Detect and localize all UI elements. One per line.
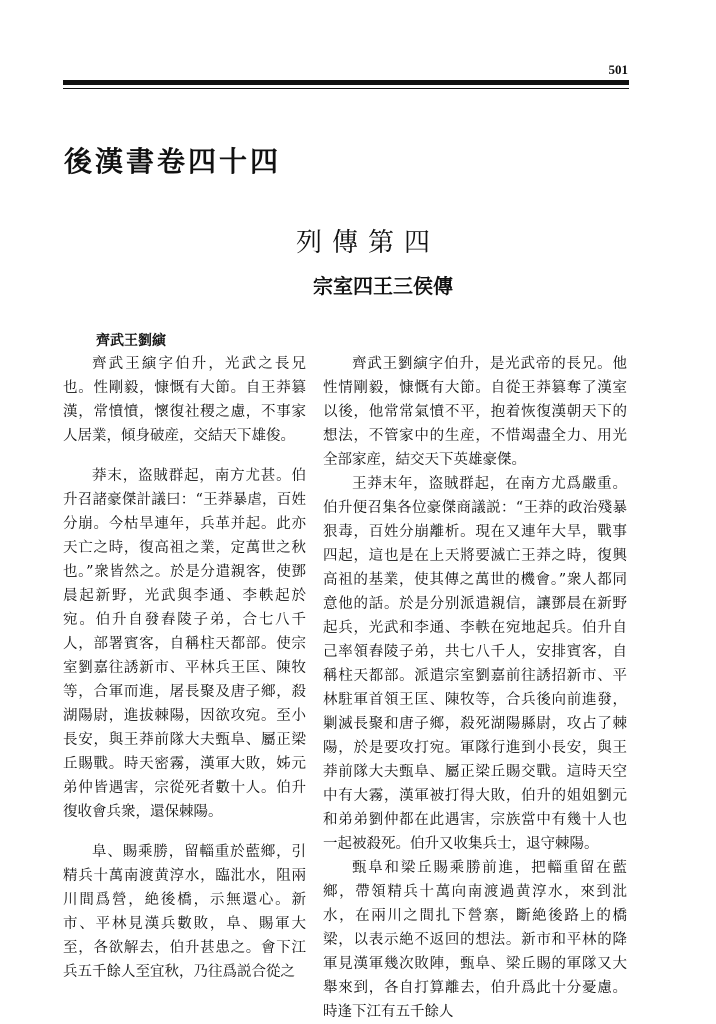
translation-paragraph: 齊武王劉縯字伯升，是光武帝的長兄。他性情剛毅，慷慨有大節。自從王莽篡奪了漢室以後，他常常氣憤不平，抱着恢復漢朝天下的想法，不管家中的生産，不惜竭盡全力、用光全部家産，結交天下英雄豪傑。 — [323, 356, 627, 468]
book-title: 後漢書卷四十四 — [64, 145, 282, 178]
classical-paragraph: 阜、賜乘勝，留輜重於藍鄉，引精兵十萬南渡黄淳水，臨沘水，阻兩川間爲營，絶後橋，示無還心。新市、平林見漢兵數敗，阜、賜軍大至，各欲解去，伯升甚患之。會下江兵五千餘人至宜秋，乃往爲説合從之 — [63, 844, 306, 980]
classical-paragraph: 齊武王縯字伯升，光武之長兄也。性剛毅，慷慨有大節。自王莽篡漢，常憤憤，懷復社稷之慮，不事家人居業，傾身破産，交結天下雄俊。 — [63, 356, 306, 444]
chapter-title: 宗室四王三侯傳 — [313, 274, 453, 298]
section-title: 列傳第四 — [295, 228, 440, 258]
header-rule-thin — [63, 88, 629, 89]
translation-text-column — [323, 352, 627, 1024]
translation-paragraph: 甄阜和梁丘賜乘勝前進，把輜重留在藍鄉，帶領精兵十萬向南渡過黄淳水，來到沘水，在兩川之間扎下營寨，斷絶後路上的橋梁，以表示絶不返回的想法。新市和平林的降軍見漢軍幾次敗陣，甄阜、梁丘賜的軍隊又大舉來到，各自打算離去，伯升爲此十分憂慮。時逢下江有五千餘人 — [323, 860, 627, 1020]
classical-paragraph: 莽末，盗賊群起，南方尤甚。伯升召諸豪傑計議曰：“王莽暴虐，百姓分崩。今枯旱連年，兵革并起。此亦天亡之時，復高祖之業，定萬世之秋也。”衆皆然之。於是分遣親客，使鄧晨起新野，光武與李通、李軼起於宛。伯升自發舂陵子弟，合七八千人，部署賓客，自稱柱天都部。使宗室劉嘉往誘新市、平林兵王匡、陳牧等，合軍而進，屠長聚及唐子鄉，殺湖陽尉，進拔棘陽，因欲攻宛。至小長安，與王莽前隊大夫甄阜、屬正梁丘賜戰。時天密霧，漢軍大敗，姊元弟仲皆遇害，宗從死者數十人。伯升復收會兵衆，還保棘陽。 — [63, 468, 306, 820]
translation-paragraph: 王莽末年，盗賊群起，在南方尤爲嚴重。伯升便召集各位豪傑商議説：“王莽的政治殘暴狠毒，百姓分崩離析。現在又連年大旱，戰事四起，這也是在上天將要滅亡王莽之時，復興高祖的基業，使其傳之萬世的機會。”衆人都同意他的話。於是分别派遣親信，讓鄧晨在新野起兵，光武和李通、李軼在宛地起兵。伯升自己率領舂陵子弟，共七八千人，安排賓客，自稱柱天都部。派遣宗室劉嘉前往誘招新市、平林駐軍首領王匡、陳牧等，合兵後向前進發，剿滅長聚和唐子鄉，殺死湖陽縣尉，攻占了棘陽，於是要攻打宛。軍隊行進到小長安，與王莽前隊大夫甄阜、屬正梁丘賜交戰。這時天空中有大霧，漢軍被打得大敗，伯升的姐姐劉元和弟弟劉仲都在此遇害，宗族當中有幾十人也一起被殺死。伯升又收集兵士，退守棘陽。 — [323, 476, 627, 852]
subheading: 齊武王劉縯 — [96, 333, 166, 349]
classical-text-column — [63, 352, 306, 1000]
header-rule-thick — [63, 80, 629, 85]
page-number: 501 — [608, 62, 628, 77]
